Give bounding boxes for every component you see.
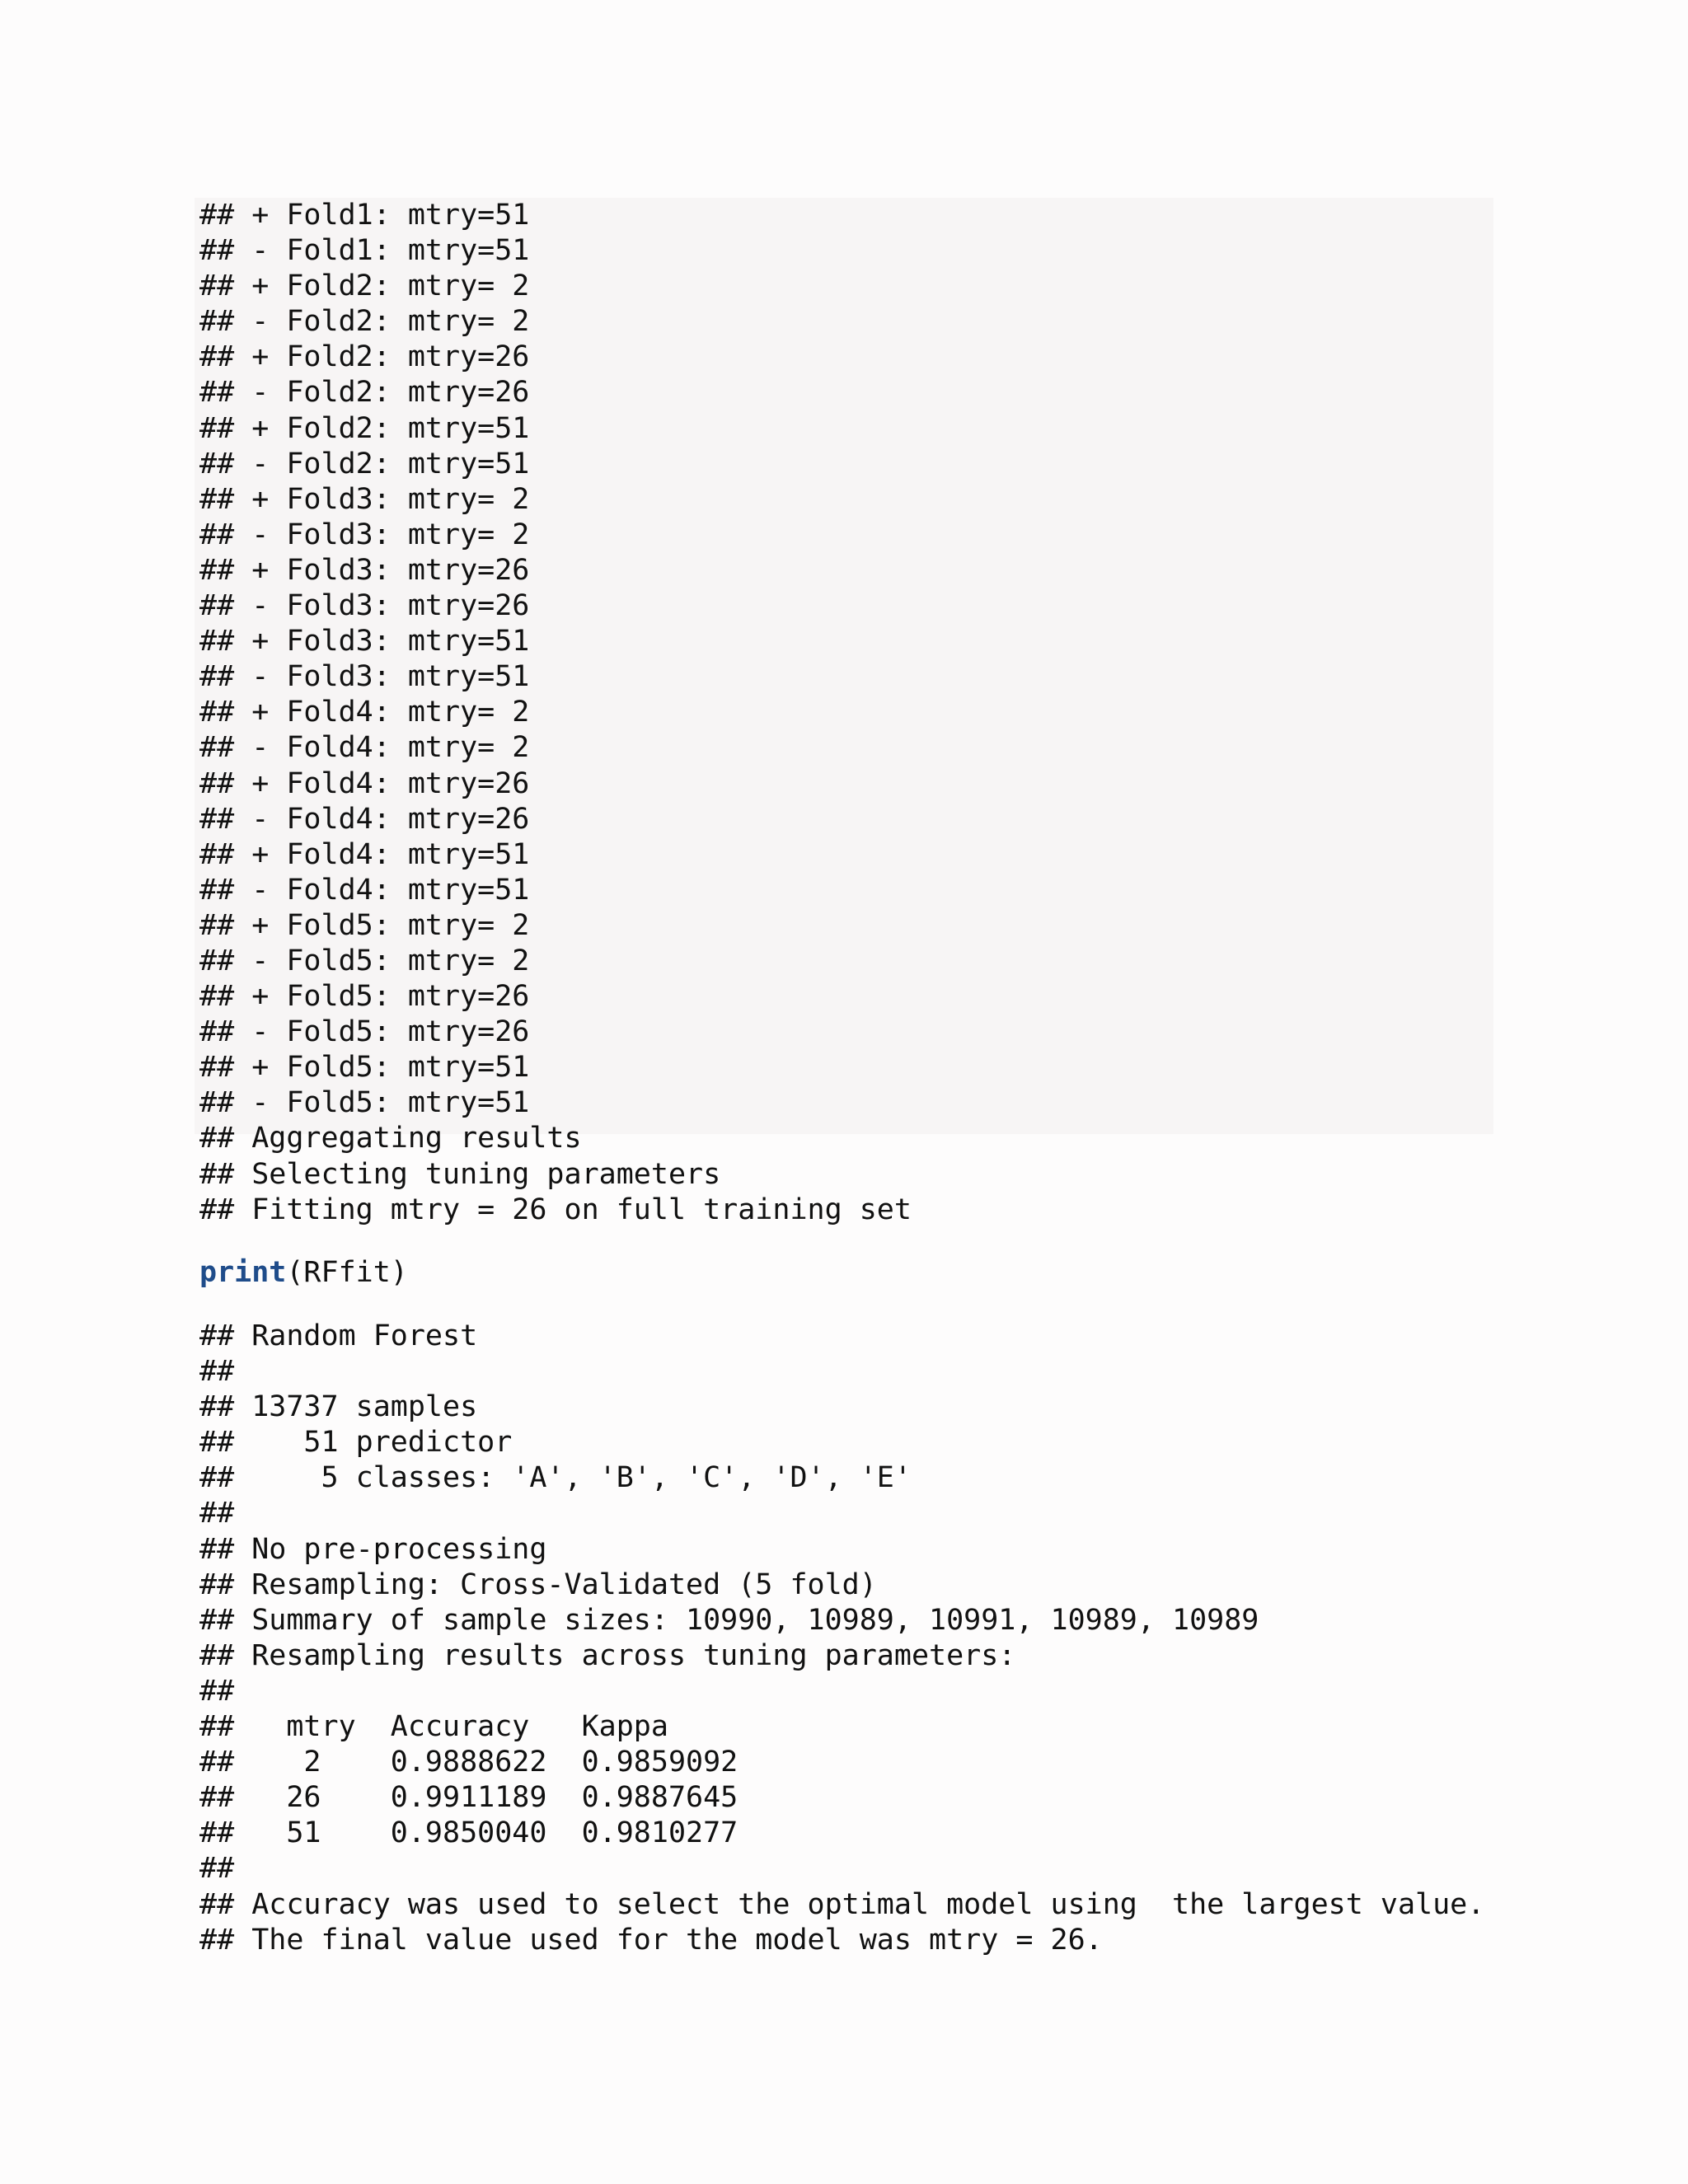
model-summary-line: ## Accuracy was used to select the optimal model using the largest value. xyxy=(199,1887,1485,1921)
training-log-line: ## + Fold5: mtry=51 xyxy=(199,1051,530,1085)
training-log-line: ## + Fold2: mtry= 2 xyxy=(199,269,530,303)
training-log-output xyxy=(199,198,912,1228)
training-log-line: ## + Fold2: mtry=51 xyxy=(199,411,530,445)
training-log-line: ## Fitting mtry = 26 on full training set xyxy=(199,1193,912,1226)
model-summary-line: ## xyxy=(199,1497,235,1530)
training-log-line: ## + Fold5: mtry=26 xyxy=(199,980,530,1014)
training-log-line: ## Aggregating results xyxy=(199,1122,582,1155)
training-log-line: ## + Fold5: mtry= 2 xyxy=(199,908,530,942)
training-log-line: ## + Fold3: mtry= 2 xyxy=(199,482,530,516)
model-summary-line: ## 13737 samples xyxy=(199,1390,478,1424)
model-summary-output xyxy=(199,1319,1484,1958)
model-summary-line: ## Resampling: Cross-Validated (5 fold) xyxy=(199,1568,877,1601)
training-log-line: ## - Fold1: mtry=51 xyxy=(199,234,530,268)
training-log-line: ## - Fold2: mtry=26 xyxy=(199,376,530,410)
training-log-line: ## - Fold4: mtry=51 xyxy=(199,873,530,907)
model-summary-line: ## Random Forest xyxy=(199,1319,478,1352)
training-log-line: ## + Fold3: mtry=26 xyxy=(199,553,530,587)
model-summary-line: ## 26 0.9911189 0.9887645 xyxy=(199,1781,738,1815)
model-summary-line: ## 51 0.9850040 0.9810277 xyxy=(199,1816,738,1850)
training-log-line: ## Selecting tuning parameters xyxy=(199,1157,721,1191)
training-log-line: ## - Fold5: mtry=26 xyxy=(199,1015,530,1049)
training-log-line: ## - Fold2: mtry= 2 xyxy=(199,305,530,339)
model-summary-line: ## mtry Accuracy Kappa xyxy=(199,1710,668,1744)
model-summary-line: ## 5 classes: 'A', 'B', 'C', 'D', 'E' xyxy=(199,1461,912,1495)
training-log-line: ## + Fold1: mtry=51 xyxy=(199,199,530,232)
model-summary-line: ## 2 0.9888622 0.9859092 xyxy=(199,1746,738,1779)
model-summary-line: ## 51 predictor xyxy=(199,1426,513,1460)
training-log-line: ## + Fold4: mtry=51 xyxy=(199,837,530,871)
model-summary-line: ## The final value used for the model was mtry = 26. xyxy=(199,1923,1103,1957)
model-summary-line: ## Resampling results across tuning parameters: xyxy=(199,1638,1016,1672)
training-log-line: ## - Fold3: mtry=51 xyxy=(199,660,530,694)
print-function-keyword: print xyxy=(199,1256,287,1289)
training-log-line: ## - Fold3: mtry= 2 xyxy=(199,518,530,551)
training-log-line: ## - Fold4: mtry=26 xyxy=(199,802,530,836)
training-log-line: ## - Fold2: mtry=51 xyxy=(199,447,530,480)
model-summary-line: ## xyxy=(199,1355,235,1389)
training-log-line: ## + Fold4: mtry=26 xyxy=(199,766,530,800)
training-log-line: ## - Fold5: mtry=51 xyxy=(199,1086,530,1120)
training-log-line: ## - Fold3: mtry=26 xyxy=(199,589,530,623)
model-summary-line: ## No pre-processing xyxy=(199,1532,547,1566)
model-summary-line: ## Summary of sample sizes: 10990, 10989, 10991, 10989, 10989 xyxy=(199,1603,1259,1637)
training-log-line: ## - Fold4: mtry= 2 xyxy=(199,731,530,765)
print-code-chunk xyxy=(199,1255,408,1291)
training-log-line: ## + Fold2: mtry=26 xyxy=(199,340,530,374)
training-log-line: ## + Fold3: mtry=51 xyxy=(199,625,530,658)
training-log-line: ## + Fold4: mtry= 2 xyxy=(199,696,530,729)
training-log-line: ## - Fold5: mtry= 2 xyxy=(199,944,530,977)
print-function-args: (RFfit) xyxy=(286,1256,408,1289)
model-summary-line: ## xyxy=(199,1674,235,1708)
model-summary-line: ## xyxy=(199,1852,235,1886)
